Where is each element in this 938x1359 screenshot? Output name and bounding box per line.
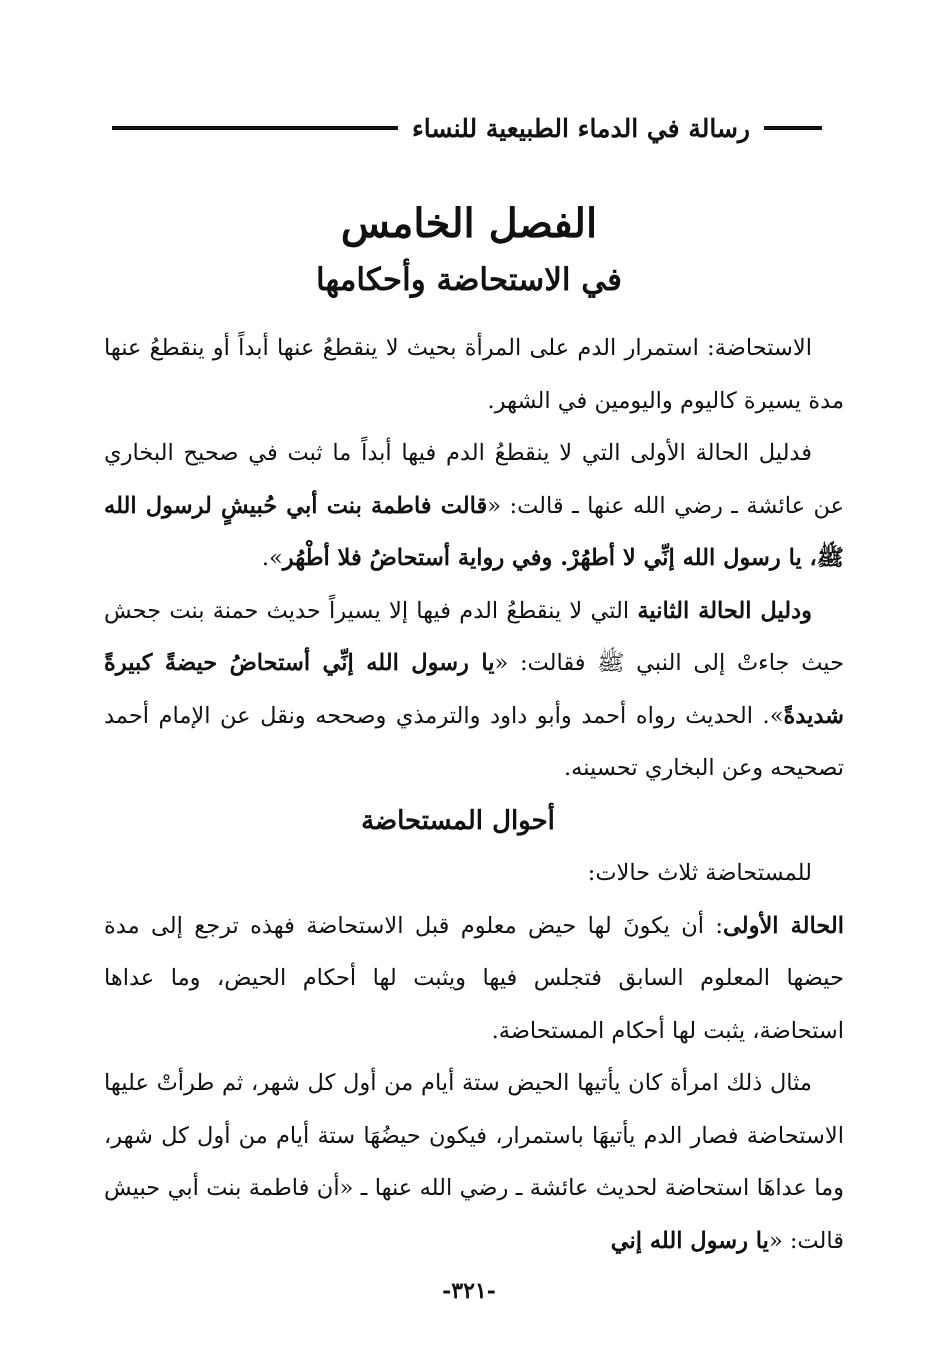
chapter-title: الفصل الخامس [340, 200, 598, 247]
text-run: فدليل الحالة الأولى التي لا ينقطعُ الدم فيها أبداً ما ثبت في صحيح البخاري عن عائشة ـ رضي الله عنها ـ قالت: « [104, 440, 844, 519]
bold-lead: ودليل الحالة الثانية [637, 597, 812, 624]
running-header-title: رسالة في الدماء الطبيعية للنساء [412, 113, 750, 143]
text-run: . وفي رواية [450, 545, 569, 571]
hadith-quote: قالت فاطمة بنت أبي حُبيشٍ لرسول الله ﷺ، يا رسول الله إنِّي لا أطهُرْ [104, 492, 844, 571]
hadith-quote: يا رسول الله إنِّي أستحاضُ حيضةً كبيرةً شديدةً [104, 650, 844, 729]
text-run: مثال ذلك امرأة كان يأتيها الحيض ستة أيام من أول كل شهر، ثم طرأتْ عليها الاستحاضة فصار الدم يأتيهَا باستمرار، فيكون حيضُهَا ستة أيام من أول كل شهر، وما عداهَا استحاضة لحديث عائشة ـ رضي الله عنها ـ «أن فاطمة بنت أبي حبيش قالت: « [104, 1070, 844, 1254]
section-heading: أحوال المستحاضة [361, 805, 555, 836]
paragraph-evidence-first [104, 427, 844, 585]
text-run: ». [261, 545, 283, 571]
paragraph-states-intro: للمستحاضة ثلاث حالات: [587, 860, 812, 886]
text-run: : أن يكونَ لها حيض معلوم قبل الاستحاضة فهذه ترجع إلى مدة حيضها المعلوم السابق فتجلس فيها ويثبت لها أحكام الحيض، وما عداها استحاضة، يثبت لها أحكام المستحاضة. [104, 912, 844, 1044]
header-rule-left [112, 126, 398, 130]
paragraph-first-state [104, 900, 844, 1058]
text-run: التي لا ينقطعُ الدم فيها إلا يسيراً حديث حمنة بنت جحش حيث جاءتْ إلى النبي ﷺ فقالت: « [104, 597, 844, 676]
running-header [98, 108, 836, 148]
hadith-quote: يا رسول الله إني [610, 1227, 769, 1254]
page-number: -٣٢١- [442, 1278, 496, 1304]
paragraph-definition: الاستحاضة: استمرار الدم على المرأة بحيث لا ينقطعُ عنها أبداً أو ينقطعُ عنها مدة يسيرة كاليوم واليومين في الشهر. [104, 335, 844, 414]
paragraph-example [104, 1057, 844, 1267]
body-text [104, 322, 844, 1267]
header-rule-right [764, 126, 822, 130]
hadith-quote: أستحاضُ فلا أطْهُر [282, 545, 451, 571]
text-run: ». الحديث رواه أحمد وأبو داود والترمذي وصححه ونقل عن الإمام أحمد تصحيحه وعن البخاري تحسينه. [104, 702, 844, 781]
bold-lead: الحالة الأولى [723, 912, 844, 939]
paragraph-evidence-second [104, 585, 844, 795]
chapter-subtitle: في الاستحاضة وأحكامها [316, 262, 622, 298]
